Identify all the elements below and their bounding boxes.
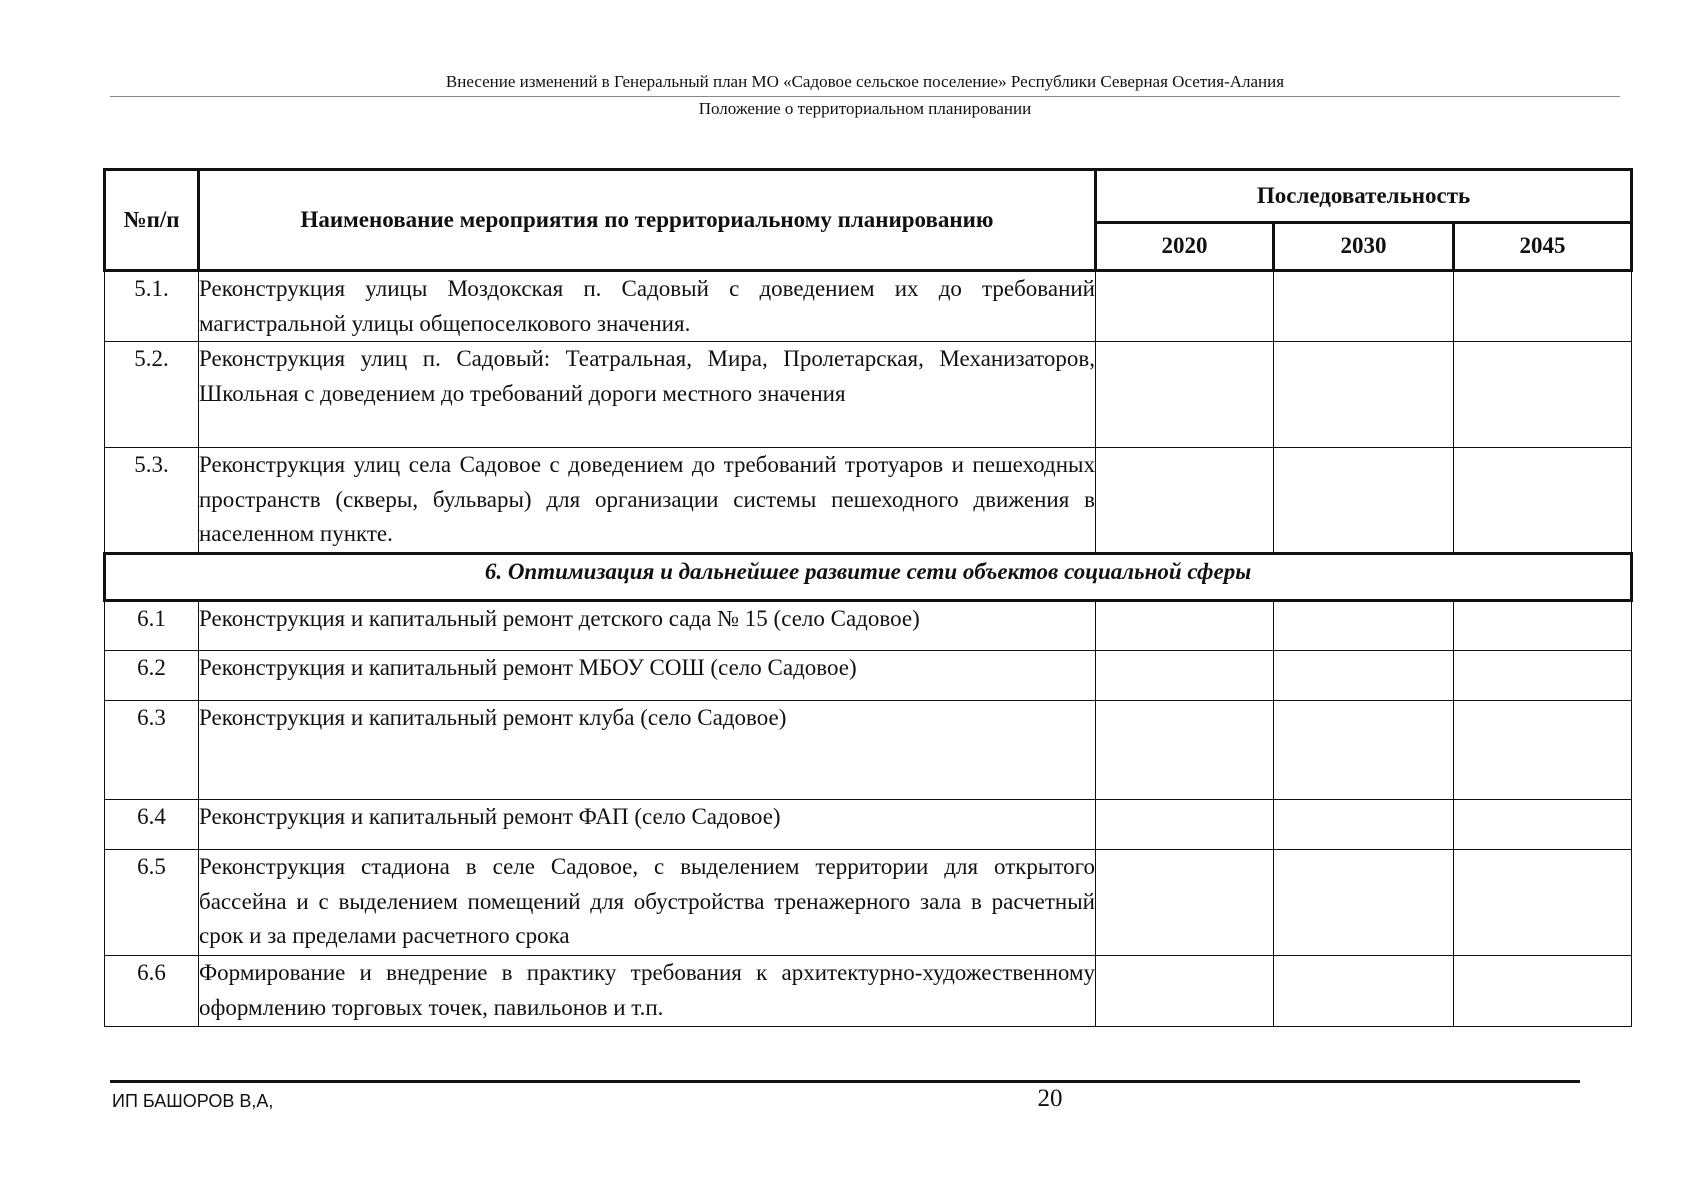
page-number: 20 [1037,1085,1063,1112]
sequence-cell-2020 [1096,448,1274,554]
column-header-year: 2030 [1274,223,1454,271]
column-header-measure-name: Наименование мероприятия по территориальному планированию [199,170,1096,271]
sequence-cell-2030 [1274,701,1454,800]
measure-name: Реконструкция улицы Моздокская п. Садовый с доведением их до требований магистральной улицы общепоселкового значения. [199,271,1096,342]
row-number: 6.2 [105,651,199,701]
row-number: 5.1. [105,271,199,342]
measure-name: Реконструкция и капитальный ремонт МБОУ СОШ (село Садовое) [199,651,1096,701]
section-header-row [105,554,1632,601]
column-header-sequence: Последовательность [1096,170,1632,223]
measure-name: Реконструкция улиц п. Садовый: Театральная, Мира, Пролетарская, Механизаторов, Школьная с доведением до требований дороги местного значения [199,342,1096,448]
sequence-cell-2030 [1274,956,1454,1027]
measure-name: Формирование и внедрение в практику требования к архитектурно-художественному оформлению торговых точек, павильонов и т.п. [199,956,1096,1027]
sequence-cell-2020 [1096,956,1274,1027]
document-header-title: Внесение изменений в Генеральный план МО «Садовое сельское поселение» Республики Северная Осетия-Алания [445,72,1285,91]
sequence-cell-2045 [1454,701,1632,800]
sequence-cell-2045 [1454,651,1632,701]
column-header-year: 2045 [1454,223,1632,271]
sequence-cell-2045 [1454,342,1632,448]
table-row [105,651,1632,701]
table-row [105,956,1632,1027]
row-number: 6.3 [105,701,199,800]
sequence-cell-2020 [1096,651,1274,701]
column-header-year: 2020 [1096,223,1274,271]
measure-name: Реконструкция стадиона в селе Садовое, с выделением территории для открытого бассейна и с выделением помещений для обустройства тренажерного зала в расчетный срок и за пределами расчетного срока [199,850,1096,956]
sequence-cell-2030 [1274,651,1454,701]
measure-name: Реконструкция и капитальный ремонт детского сада № 15 (село Садовое) [199,601,1096,651]
row-number: 5.2. [105,342,199,448]
row-number: 6.5 [105,850,199,956]
sequence-cell-2020 [1096,601,1274,651]
sequence-cell-2030 [1274,601,1454,651]
table-row [105,800,1632,850]
sequence-cell-2030 [1274,850,1454,956]
footer-divider [110,1080,1580,1083]
table-row [105,850,1632,956]
table-row [105,448,1632,554]
sequence-cell-2045 [1454,601,1632,651]
planning-measures-table [103,168,1633,1027]
sequence-cell-2045 [1454,850,1632,956]
sequence-cell-2020 [1096,271,1274,342]
measure-name: Реконструкция улиц села Садовое с доведением до требований тротуаров и пешеходных пространств (скверы, бульвары) для организации системы пешеходного движения в населенном пункте. [199,448,1096,554]
sequence-cell-2045 [1454,956,1632,1027]
row-number: 5.3. [105,448,199,554]
sequence-cell-2030 [1274,800,1454,850]
table-row [105,601,1632,651]
table-row [105,701,1632,800]
row-number: 6.4 [105,800,199,850]
sequence-cell-2030 [1274,271,1454,342]
footer-author: ИП БАШОРОВ В,А, [112,1091,274,1111]
sequence-cell-2020 [1096,800,1274,850]
sequence-cell-2020 [1096,342,1274,448]
column-header-number: №п/п [105,170,199,271]
section-title: 6. Оптимизация и дальнейшее развитие сети объектов социальной сферы [105,554,1632,601]
measure-name: Реконструкция и капитальный ремонт клуба (село Садовое) [199,701,1096,800]
row-number: 6.6 [105,956,199,1027]
table-row [105,271,1632,342]
row-number: 6.1 [105,601,199,651]
sequence-cell-2045 [1454,448,1632,554]
document-header-subtitle: Положение о территориальном планировании [698,99,1032,118]
table-row [105,342,1632,448]
sequence-cell-2045 [1454,271,1632,342]
measure-name: Реконструкция и капитальный ремонт ФАП (село Садовое) [199,800,1096,850]
sequence-cell-2045 [1454,800,1632,850]
sequence-cell-2020 [1096,850,1274,956]
header-divider [110,96,1620,97]
sequence-cell-2030 [1274,342,1454,448]
sequence-cell-2020 [1096,701,1274,800]
sequence-cell-2030 [1274,448,1454,554]
